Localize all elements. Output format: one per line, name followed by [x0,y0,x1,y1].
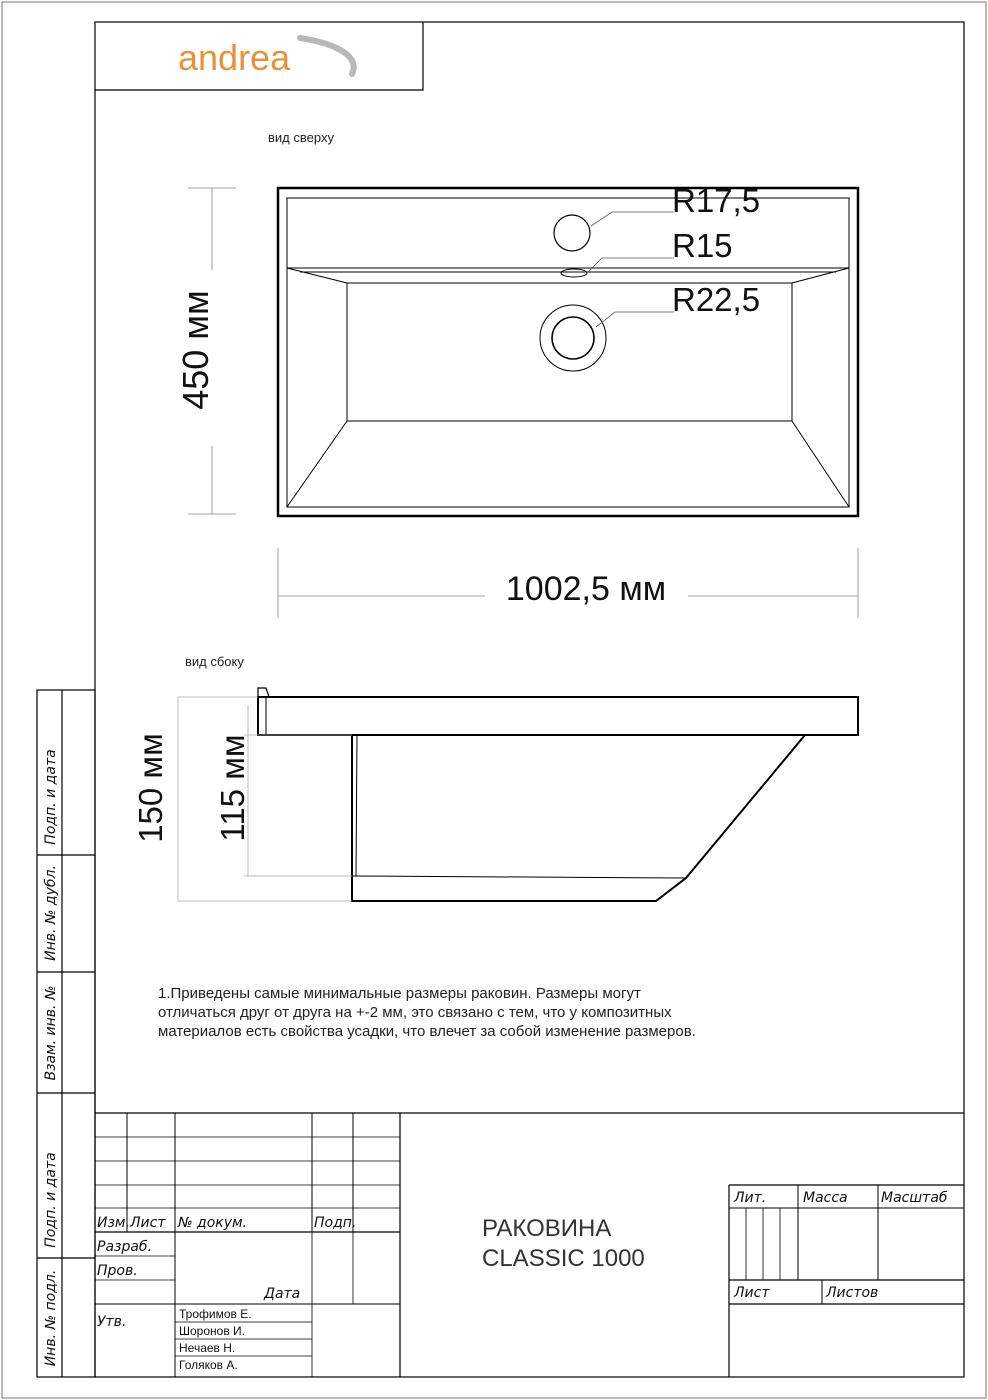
logo-swoosh [300,38,354,74]
main-frame [95,22,964,1377]
tb-utv: Утв. [97,1314,127,1330]
outer-border [2,2,986,1398]
side-view [178,688,858,901]
top-view [188,188,858,618]
tb-name-1: Трофимов Е. [179,1307,252,1321]
bowl-corner-bl [287,421,347,507]
stamp-inv-podl: Инв. № подл. [43,1269,59,1367]
side-view-label: вид сбоку [185,654,244,669]
tb-name-4: Голяков А. [179,1358,238,1372]
radius-label-tap: R17,5 [672,182,761,219]
stamp-vzam-inv: Взам. инв. № [43,985,59,1081]
tb-massa: Масса [803,1190,848,1206]
tb-name-2: Шоронов И. [179,1324,245,1338]
side-slab [258,697,858,735]
tb-data: Дата [264,1286,301,1302]
tb-title-line-1: РАКОВИНА [482,1215,612,1242]
bowl-corner-tr [792,268,849,283]
width-dimension-label: 1002,5 мм [505,570,667,608]
drain-inner [552,317,594,359]
note-line-3: материалов есть свойства усадки, что влечет за собой изменение размеров. [158,1023,696,1040]
tb-name-3: Нечаев Н. [179,1341,236,1355]
tb-list: Лист [130,1215,166,1231]
leader-tap [591,212,674,226]
tap-hole [554,215,590,251]
tb-izm: Изм. [97,1215,130,1231]
overflow-hole [561,269,587,277]
stamp-podp-data-bottom: Подп. и дата [43,1152,59,1248]
tb-masshtab: Масштаб [881,1190,948,1206]
side-bowl-height-label: 115 мм [214,734,251,842]
sink-inner-outline [287,198,849,507]
side-total-height-label: 150 мм [132,733,169,843]
leader-overflow [587,258,674,273]
tb-n-dokum: № докум. [178,1215,248,1231]
bowl-corner-br [792,421,849,507]
stamp-inv-dubl: Инв. № дубл. [43,865,59,961]
bowl-corner-tl [287,268,347,283]
tb-podp: Подп. [314,1215,357,1231]
tb-prov: Пров. [97,1263,138,1279]
side-lip [258,688,269,697]
tb-lit: Лит. [734,1190,767,1206]
side-bowl-base-line [352,876,686,878]
tb-sheet: Лист [734,1285,770,1301]
leader-drain [596,312,674,327]
note-line-2: отличаться друг от друга на +-2 мм, это связано с тем, что у композитных [158,1004,672,1021]
drain-outer [540,305,606,371]
tb-sheets: Листов [826,1285,879,1301]
tb-title-line-2: CLASSIC 1000 [482,1245,645,1272]
height-dimension-label: 450 мм [175,290,216,410]
logo-text: andrea [178,37,291,78]
note-line-1: 1.Приведены самые минимальные размеры раковин. Размеры могут [158,985,641,1002]
stamp-podp-data-top: Подп. и дата [43,749,59,845]
radius-label-overflow: R15 [672,227,733,264]
top-view-label: вид сверху [268,130,334,145]
tb-razrab: Разраб. [97,1239,153,1255]
sink-outer-outline [278,188,858,516]
radius-label-drain: R22,5 [672,281,761,318]
side-bowl-inner-wall [356,735,357,876]
